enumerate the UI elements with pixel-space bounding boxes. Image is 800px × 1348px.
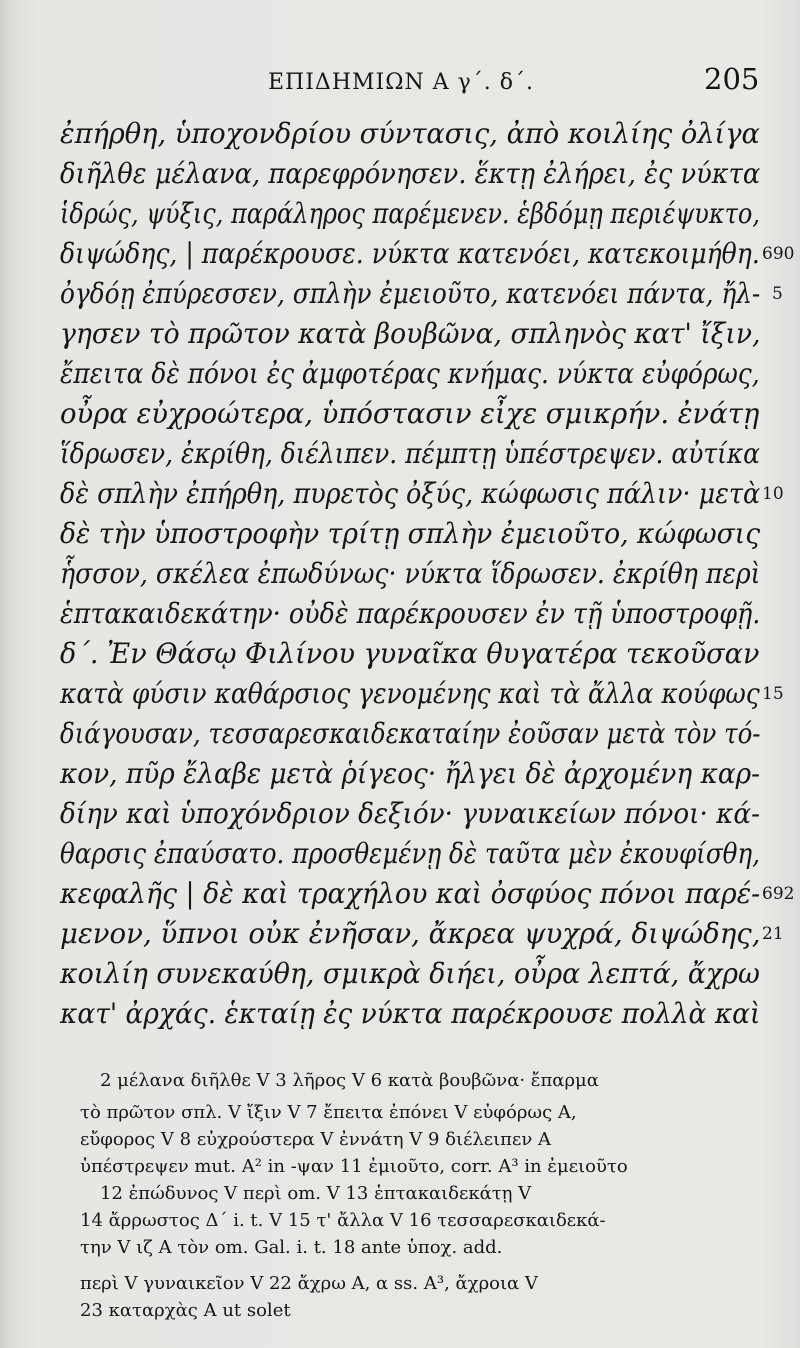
note-line: εὔφορος V 8 εὐχρούστερα V ἐννάτη V 9 διέλειπεν A: [80, 1129, 551, 1150]
margin-number: 5: [772, 284, 783, 304]
page-header: [0, 62, 800, 102]
margin-number: 15: [762, 684, 784, 704]
text-line: κεφαλῆς | δὲ καὶ τραχήλου καὶ ὀσφύος πόνοι παρέ-: [60, 877, 761, 910]
text-line: κατὰ φύσιν καθάρσιος γενομένης καὶ τὰ ἄλλα κούφως: [60, 677, 760, 710]
note-line: 2 μέλανα διῆλθε V 3 λῆρος V 6 κατὰ βουβῶνα· ἔπαρμα: [100, 1070, 599, 1091]
page-number: 205: [704, 62, 760, 96]
text-line: ἑπτακαιδεκάτην· οὐδὲ παρέκρουσεν ἐν τῇ ὑποστροφῇ.: [60, 597, 761, 630]
text-line: διῆλθε μέλανα, παρεφρόνησεν. ἕκτῃ ἐλήρει, ἐς νύκτα: [60, 157, 761, 190]
note-line: την V ιζ A τὸν om. Gal. i. t. 18 ante ὑποχ. add.: [80, 1237, 503, 1258]
text-line: διψώδης, | παρέκρουσε. νύκτα κατενόει, κατεκοιμήθη.: [60, 237, 760, 270]
note-line: 12 ἐπώδυνος V περὶ om. V 13 ἑπτακαιδεκάτῃ V: [100, 1183, 532, 1204]
text-line: κοιλίη συνεκαύθη, σμικρὰ διήει, οὖρα λεπτά, ἄχρω: [60, 957, 760, 990]
text-line: γησεν τὸ πρῶτον κατὰ βουβῶνα, σπληνὸς κατ' ἴξιν,: [60, 317, 761, 350]
note-line: τὸ πρῶτον σπλ. V ἴξιν V 7 ἔπειτα ἐπόνει V εὐφόρως A,: [80, 1102, 577, 1123]
text-line: ἧσσον, σκέλεα ἐπωδύνως· νύκτα ἵδρωσεν. ἐκρίθη περὶ: [60, 557, 761, 590]
text-line: κατ' ἀρχάς. ἑκταίῃ ἐς νύκτα παρέκρουσε πολλὰ καὶ: [60, 997, 761, 1030]
margin-number: 21: [762, 924, 784, 944]
text-line: θαρσις ἐπαύσατο. προσθεμένῃ δὲ ταῦτα μὲν ἐκουφίσθη,: [60, 837, 760, 870]
text-line: ὀγδόῃ ἐπύρεσσεν, σπλὴν ἐμειοῦτο, κατενόει πάντα, ἤλ-: [60, 277, 761, 310]
note-line: περὶ V γυναικεῖον V 22 ἄχρω A, α ss. A³, ἄχροια V: [80, 1273, 538, 1294]
note-line: 14 ἄρρωστος Δ΄ i. t. V 15 τ' ἄλλα V 16 τεσσαρεσκαιδεκά-: [80, 1210, 606, 1231]
margin-number: 690: [762, 244, 795, 264]
margin-number: 692: [762, 884, 795, 904]
margin-number: 10: [762, 484, 784, 504]
text-line: μενον, ὕπνοι οὐκ ἐνῆσαν, ἄκρεα ψυχρά, διψώδης,: [60, 917, 761, 950]
text-line: δίην καὶ ὑποχόνδριον δεξιόν· γυναικείων πόνοι· κά-: [60, 797, 761, 830]
text-line: κον, πῦρ ἔλαβε μετὰ ῥίγεος· ἤλγει δὲ ἀρχομένη καρ-: [60, 757, 761, 790]
text-line: διάγουσαν, τεσσαρεσκαιδεκαταίην ἐοῦσαν μετὰ τὸν τό-: [60, 717, 761, 750]
text-line: ἱδρώς, ψύξις, παράληρος παρέμενεν. ἑβδόμῃ περιέψυκτο,: [60, 197, 760, 230]
text-line: ἵδρωσεν, ἐκρίθη, διέλιπεν. πέμπτῃ ὑπέστρεψεν. αὐτίκα: [60, 437, 760, 470]
text-line: ἔπειτα δὲ πόνοι ἐς ἀμφοτέρας κνήμας. νύκτα εὐφόρως,: [60, 357, 760, 390]
text-line: οὖρα εὐχροώτερα, ὑπόστασιν εἶχε σμικρήν. ἐνάτῃ: [60, 397, 760, 430]
note-line: 23 καταρχὰς A ut solet: [80, 1300, 291, 1321]
text-line: δ΄. Ἐν Θάσῳ Φιλίνου γυναῖκα θυγατέρα τεκοῦσαν: [60, 637, 760, 670]
text-line: δὲ σπλὴν ἐπήρθη, πυρετὸς ὀξύς, κώφωσις πάλιν· μετὰ: [60, 477, 761, 510]
text-line: ἐπήρθη, ὑποχονδρίου σύντασις, ἀπὸ κοιλίης ὀλίγα: [60, 117, 760, 150]
text-line: δὲ τὴν ὑποστροφὴν τρίτῃ σπλὴν ἐμειοῦτο, κώφωσις: [60, 517, 761, 550]
running-head: ΕΠΙΔΗΜΙΩΝ Α γ΄. δ΄.: [268, 70, 534, 95]
note-line: ὑπέστρεψεν mut. A² in -ψαν 11 ἐμιοῦτο, corr. A³ in ἐμειοῦτο: [80, 1156, 628, 1177]
